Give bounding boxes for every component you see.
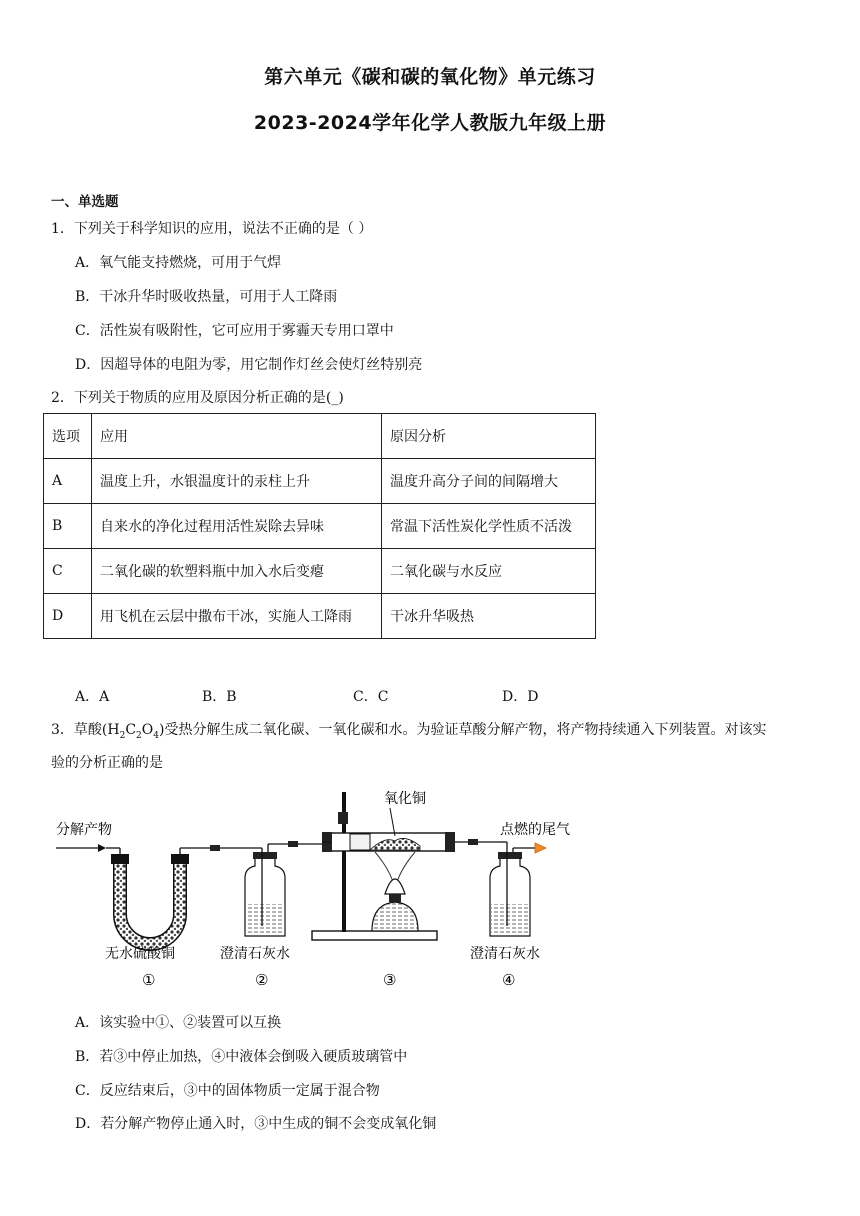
question-1-option-d[interactable]: D．因超导体的电阻为零，用它制作灯丝会使灯丝特别亮 bbox=[75, 357, 423, 373]
device-number-1: ① bbox=[142, 971, 156, 989]
copper-oxide-label: 氧化铜 bbox=[384, 791, 426, 807]
question-2-answer-b[interactable]: B．B bbox=[202, 689, 237, 705]
question-2-table bbox=[43, 413, 596, 639]
question-2-answer-d[interactable]: D．D bbox=[502, 689, 539, 705]
heating-device bbox=[312, 792, 500, 940]
table-header-row bbox=[44, 414, 596, 459]
table-cell: 用飞机在云层中撒布干冰，实施人工降雨 bbox=[92, 594, 382, 639]
table-row bbox=[44, 504, 596, 549]
table-row bbox=[44, 549, 596, 594]
table-cell: C bbox=[44, 549, 92, 594]
table-cell: 二氧化碳与水反应 bbox=[382, 549, 596, 594]
table-row bbox=[44, 594, 596, 639]
table-row bbox=[44, 459, 596, 504]
bottle-4-device bbox=[490, 842, 546, 936]
device-number-3: ③ bbox=[383, 971, 397, 989]
inlet-label: 分解产物 bbox=[56, 822, 112, 838]
table-cell: A bbox=[44, 459, 92, 504]
question-1-option-a[interactable]: A．氧气能支持燃烧，可用于气焊 bbox=[75, 255, 282, 271]
question-2-answer-c[interactable]: C．C bbox=[353, 689, 389, 705]
table-header-cell: 应用 bbox=[92, 414, 382, 459]
u-tube-device bbox=[106, 845, 262, 944]
label-pointer bbox=[390, 808, 395, 836]
device-4-label: 澄清石灰水 bbox=[470, 946, 540, 962]
question-3-option-c[interactable]: C．反应结束后，③中的固体物质一定属于混合物 bbox=[75, 1083, 380, 1099]
question-3-stem-line1: 3．草酸$(H_2C_2O_4)$受热分解生成二氧化碳、一氧化碳和水。为验证草酸分解产物，将产物持续通入下列装置。对该实 bbox=[51, 722, 767, 741]
table-cell: 温度升高分子间的间隔增大 bbox=[382, 459, 596, 504]
question-2-stem: 2．下列关于物质的应用及原因分析正确的是(_) bbox=[51, 390, 344, 406]
table-cell: 常温下活性炭化学性质不活泼 bbox=[382, 504, 596, 549]
page-title-line2: 2023-2024学年化学人教版九年级上册 bbox=[253, 112, 607, 134]
table-header-cell: 原因分析 bbox=[382, 414, 596, 459]
device-number-2: ② bbox=[255, 971, 269, 989]
device-number-4: ④ bbox=[502, 971, 516, 989]
device-1-label: 无水硫酸铜 bbox=[105, 946, 175, 962]
question-2-answer-a[interactable]: A．A bbox=[75, 689, 110, 705]
table-header-cell: 选项 bbox=[44, 414, 92, 459]
inlet-arrow bbox=[56, 844, 106, 852]
question-3-option-b[interactable]: B．若③中停止加热，④中液体会倒吸入硬质玻璃管中 bbox=[75, 1049, 408, 1065]
table-cell: D bbox=[44, 594, 92, 639]
question-3-option-a[interactable]: A．该实验中①、②装置可以互换 bbox=[75, 1015, 282, 1031]
section-heading: 一、单选题 bbox=[51, 194, 119, 210]
table-cell: B bbox=[44, 504, 92, 549]
table-cell: 干冰升华吸热 bbox=[382, 594, 596, 639]
question-1-stem: 1．下列关于科学知识的应用，说法不正确的是（ ） bbox=[51, 221, 373, 237]
question-1-option-b[interactable]: B．干冰升华时吸收热量，可用于人工降雨 bbox=[75, 289, 338, 305]
page-title-line1: 第六单元《碳和碳的氧化物》单元练习 bbox=[264, 66, 596, 88]
table-cell: 自来水的净化过程用活性炭除去异味 bbox=[92, 504, 382, 549]
tail-gas-label: 点燃的尾气 bbox=[500, 822, 570, 838]
question-1-option-c[interactable]: C．活性炭有吸附性，它可应用于雾霾天专用口罩中 bbox=[75, 323, 394, 339]
bottle-2-device bbox=[245, 841, 330, 936]
apparatus-diagram bbox=[50, 786, 610, 991]
table-cell: 二氧化碳的软塑料瓶中加入水后变瘪 bbox=[92, 549, 382, 594]
device-2-label: 澄清石灰水 bbox=[220, 946, 290, 962]
question-3-option-d[interactable]: D．若分解产物停止通入时，③中生成的铜不会变成氧化铜 bbox=[75, 1116, 437, 1132]
table-cell: 温度上升，水银温度计的汞柱上升 bbox=[92, 459, 382, 504]
question-3-stem-line2: 验的分析正确的是 bbox=[51, 755, 163, 771]
